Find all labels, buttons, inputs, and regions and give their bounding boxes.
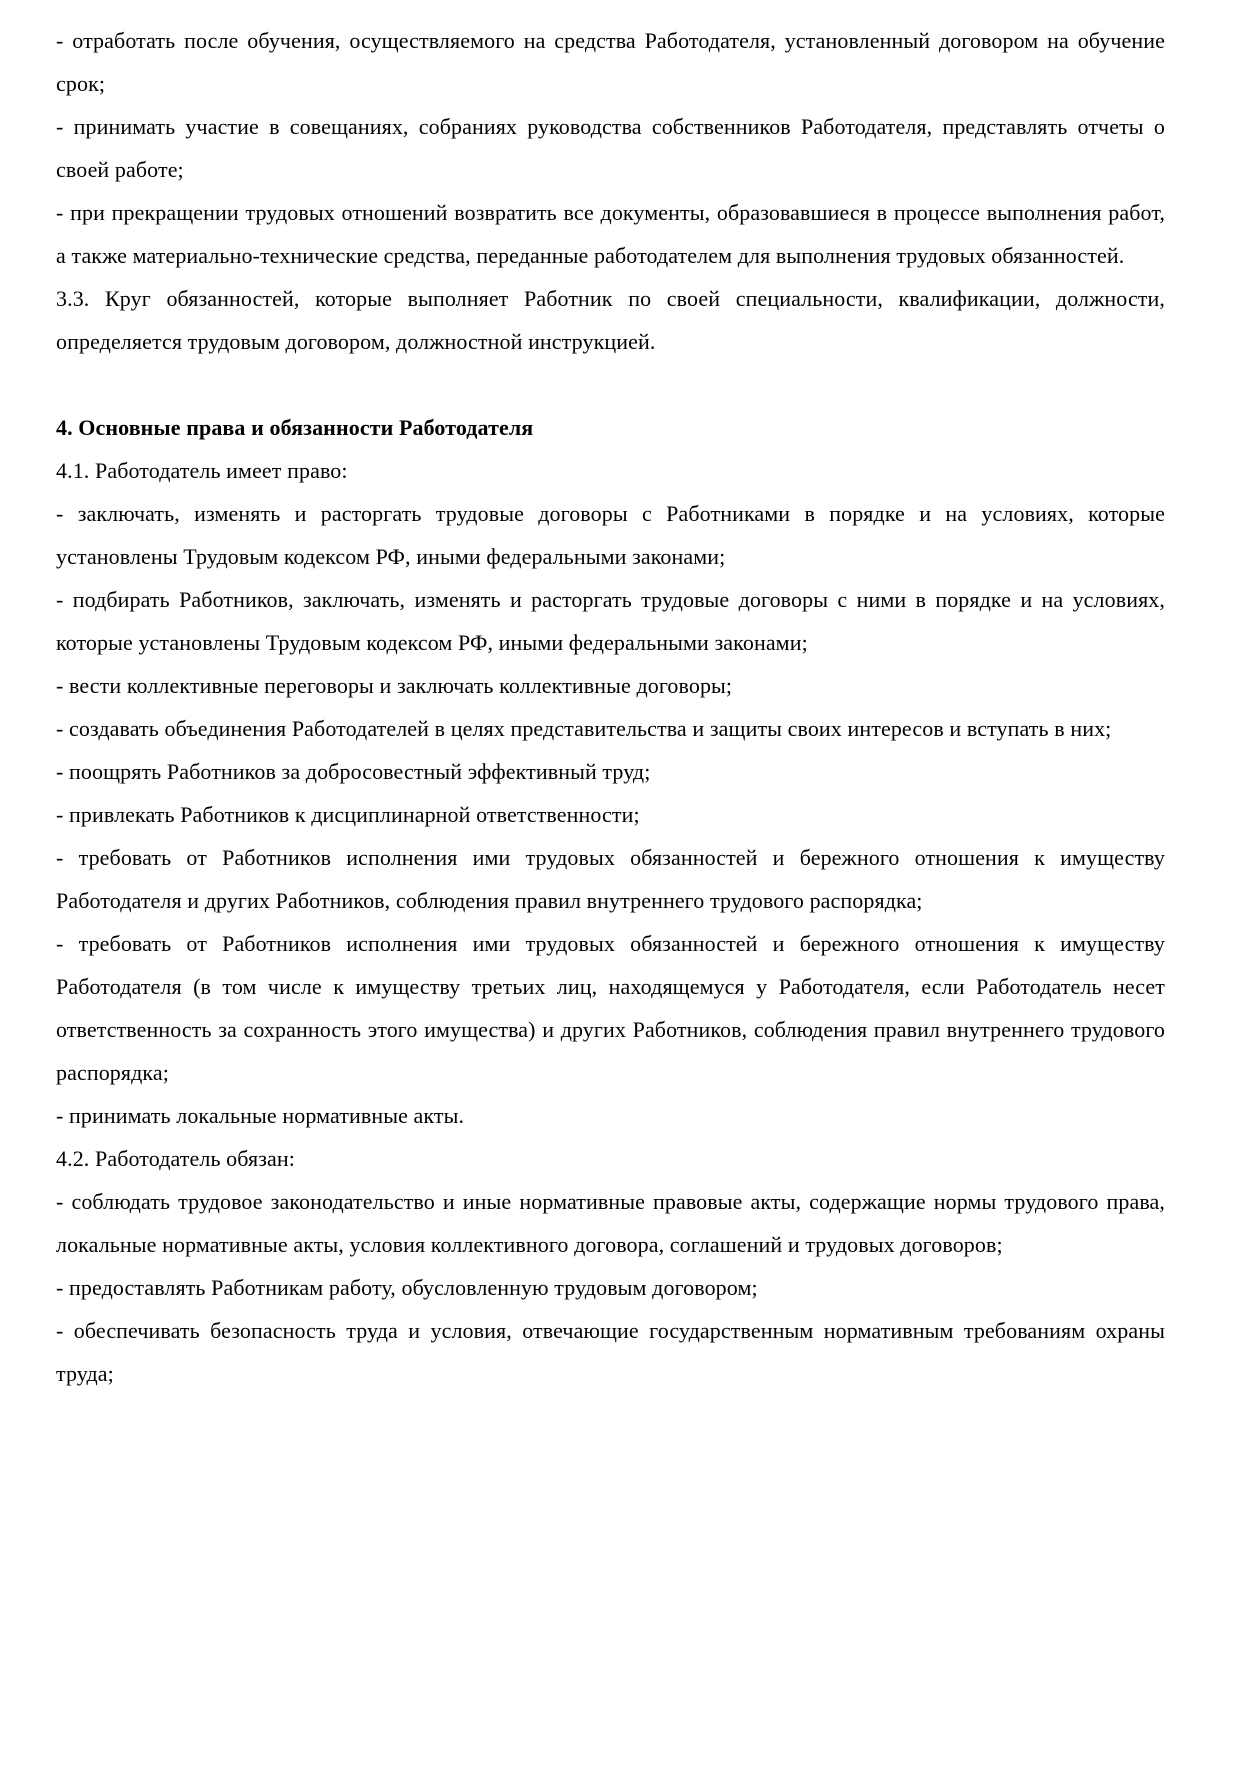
paragraph: 4.1. Работодатель имеет право: (56, 458, 348, 483)
section-heading: 4. Основные права и обязанности Работодателя (56, 415, 534, 440)
paragraph: - подбирать Работников, заключать, изменять и расторгать трудовые договоры с ними в порядке и на условиях, которые установлены Трудовым кодексом РФ, иными федеральными законами; (56, 587, 1165, 655)
paragraph: - создавать объединения Работодателей в целях представительства и защиты своих интересов и вступать в них; (56, 716, 1112, 741)
blank-line (56, 363, 1165, 406)
paragraph: - соблюдать трудовое законодательство и иные нормативные правовые акты, содержащие нормы трудового права, локальные нормативные акты, условия коллективного договора, соглашений и трудовых договоров; (56, 1189, 1165, 1257)
document-content (56, 19, 1165, 1395)
paragraph: - требовать от Работников исполнения ими трудовых обязанностей и бережного отношения к имуществу Работодателя (в том числе к имуществу третьих лиц, находящемуся у Работодателя, если Работодатель несет ответственность за сохранность этого имущества) и других Работников, соблюдения правил внутреннего трудового распорядка; (56, 931, 1165, 1085)
paragraph: 4.2. Работодатель обязан: (56, 1146, 295, 1171)
paragraph: - при прекращении трудовых отношений возвратить все документы, образовавшиеся в процессе выполнения работ, а также материально-технические средства, переданные работодателем для выполнения трудовых обязанностей. (56, 200, 1165, 268)
paragraph: - обеспечивать безопасность труда и условия, отвечающие государственным нормативным требованиям охраны труда; (56, 1318, 1165, 1386)
paragraph: - принимать локальные нормативные акты. (56, 1103, 465, 1128)
paragraph: - отработать после обучения, осуществляемого на средства Работодателя, установленный договором на обучение срок; (56, 28, 1165, 96)
paragraph: - вести коллективные переговоры и заключать коллективные договоры; (56, 673, 733, 698)
paragraph: - поощрять Работников за добросовестный эффективный труд; (56, 759, 651, 784)
paragraph: - принимать участие в совещаниях, собраниях руководства собственников Работодателя, представлять отчеты о своей работе; (56, 114, 1165, 182)
paragraph: - требовать от Работников исполнения ими трудовых обязанностей и бережного отношения к имуществу Работодателя и других Работников, соблюдения правил внутреннего трудового распорядка; (56, 845, 1165, 913)
paragraph: - предоставлять Работникам работу, обусловленную трудовым договором; (56, 1275, 758, 1300)
paragraph: - заключать, изменять и расторгать трудовые договоры с Работниками в порядке и на условиях, которые установлены Трудовым кодексом РФ, иными федеральными законами; (56, 501, 1165, 569)
paragraph: 3.3. Круг обязанностей, которые выполняет Работник по своей специальности, квалификации, должности, определяется трудовым договором, должностной инструкцией. (56, 286, 1165, 354)
paragraph: - привлекать Работников к дисциплинарной ответственности; (56, 802, 640, 827)
